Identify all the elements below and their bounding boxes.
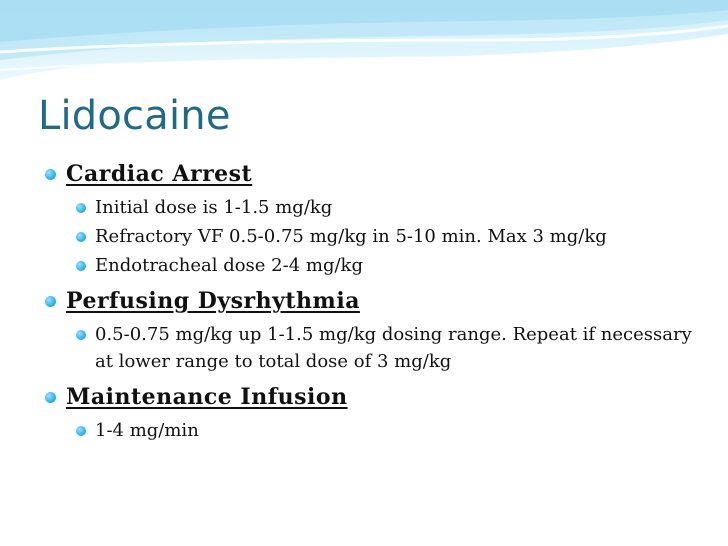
round-bullet-icon bbox=[76, 330, 86, 340]
list-item bbox=[0, 321, 728, 375]
list-item-text: Initial dose is 1-1.5 mg/kg bbox=[95, 197, 333, 218]
section-heading-text: Maintenance Infusion bbox=[66, 384, 348, 410]
slide-content bbox=[0, 156, 728, 444]
list-item-text: 1-4 mg/min bbox=[95, 420, 199, 441]
round-bullet-icon bbox=[76, 261, 86, 271]
slide-title: Lidocaine bbox=[38, 93, 231, 139]
list-item bbox=[0, 194, 728, 221]
list-item bbox=[0, 252, 728, 279]
list-item-text: 0.5-0.75 mg/kg up 1-1.5 mg/kg dosing range. Repeat if necessary at lower range to total dose of 3 mg/kg bbox=[95, 324, 692, 372]
round-bullet-icon bbox=[76, 232, 86, 242]
list-item-text: Endotracheal dose 2-4 mg/kg bbox=[95, 255, 363, 276]
round-bullet-icon bbox=[45, 296, 56, 307]
list-item bbox=[0, 417, 728, 444]
section-heading-text: Perfusing Dysrhythmia bbox=[66, 288, 360, 314]
section-heading-text: Cardiac Arrest bbox=[66, 161, 253, 187]
section-heading-cardiac-arrest bbox=[0, 156, 728, 192]
wave-banner bbox=[0, 0, 728, 90]
section-heading-maintenance-infusion bbox=[0, 379, 728, 415]
list-item bbox=[0, 223, 728, 250]
section-heading-perfusing-dysrhythmia bbox=[0, 283, 728, 319]
round-bullet-icon bbox=[76, 203, 86, 213]
list-item-text: Refractory VF 0.5-0.75 mg/kg in 5-10 min. Max 3 mg/kg bbox=[95, 226, 607, 247]
round-bullet-icon bbox=[45, 169, 56, 180]
round-bullet-icon bbox=[76, 426, 86, 436]
round-bullet-icon bbox=[45, 392, 56, 403]
